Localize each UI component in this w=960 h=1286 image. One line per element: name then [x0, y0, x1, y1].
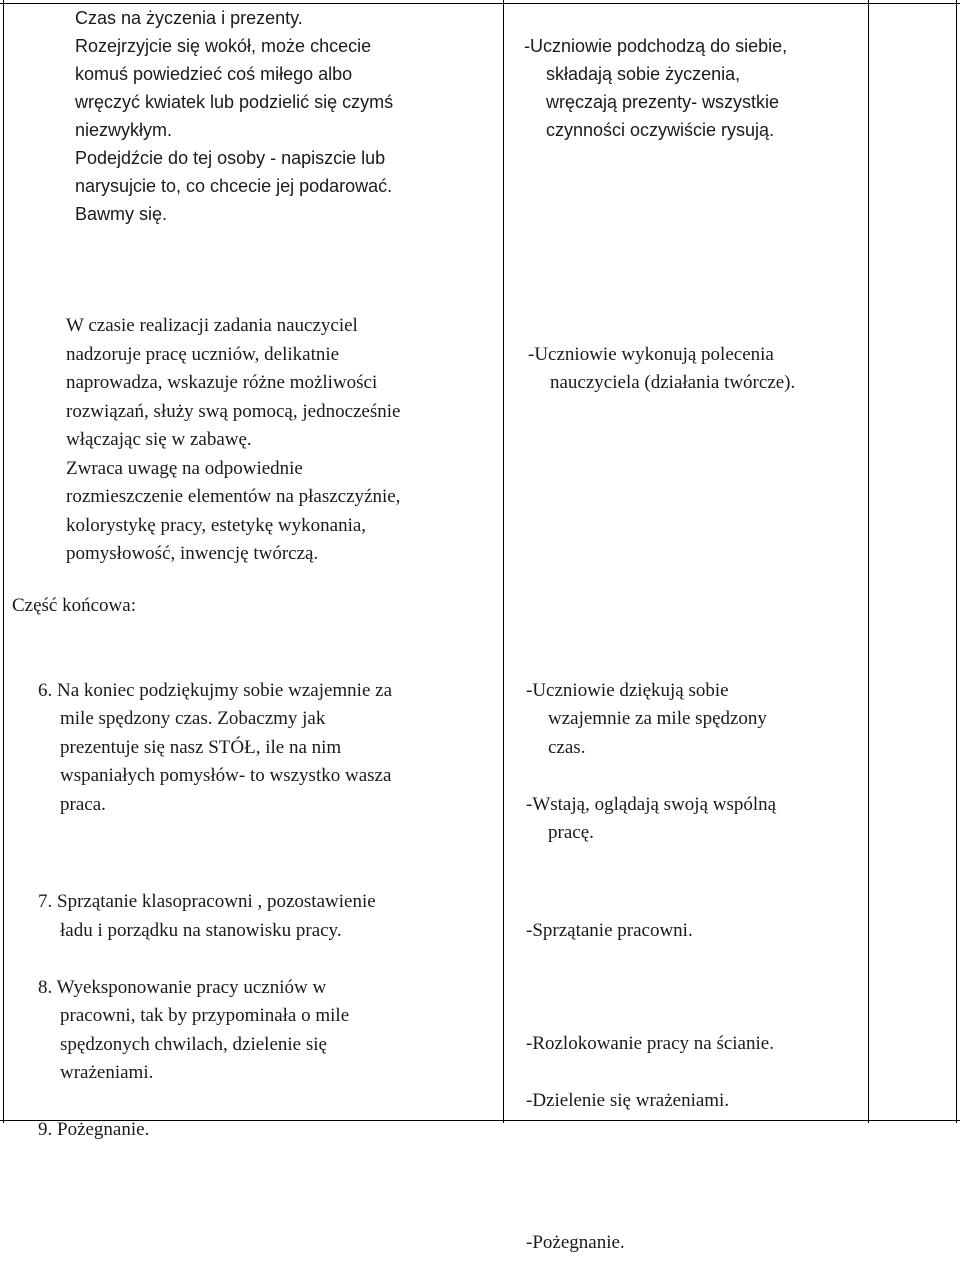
column-divider-notes: [868, 0, 869, 1123]
student-activity-6: -Rozlokowanie pracy na ścianie.: [526, 1033, 774, 1054]
student-activity-3: -Uczniowie dziękują sobie wzajemnie za mile spędzony czas.: [526, 679, 767, 758]
student-activity-7: -Dzielenie się wrażeniami.: [526, 1090, 730, 1111]
student-activity-1: -Uczniowie podchodzą do siebie, składają sobie życzenia, wręczają prezenty- wszystkie czynności oczywiście rysują.: [524, 36, 788, 140]
student-activity-8: -Pożegnanie.: [526, 1231, 625, 1253]
step-7: 7. Sprzątanie klasopracowni , pozostawienie ładu i porządku na stanowisku pracy.: [38, 891, 376, 941]
table-border-right: [956, 0, 957, 1123]
step-8: 8. Wyeksponowanie pracy uczniów w pracowni, tak by przypominała o mile spędzonych chwilach, dzielenie się wrażeniami.: [38, 976, 350, 1083]
student-greetings: [524, 4, 864, 172]
student-tasks: [528, 312, 866, 426]
student-closing: [526, 648, 864, 1286]
step-list: [38, 648, 500, 1173]
student-activity-2: -Uczniowie wykonują polecenia nauczyciela (działania twórcze).: [528, 343, 796, 393]
step-9: 9. Pożegnanie.: [38, 1119, 150, 1140]
student-activity-5: -Sprzątanie pracowni.: [526, 919, 693, 941]
table-border-left: [3, 0, 4, 1123]
teacher-supervision-paragraph: W czasie realizacji zadania nauczyciel nadzoruje pracę uczniów, delikatnie naprowadza, wskazuje różne możliwości rozwiązań, służy swą pomocą, jednocześnie włączając się w zabawę. Zwraca uwagę na odpowiednie rozmieszczenie elementów na płaszczyźnie, kolorystykę pracy, estetykę wykonania, pomysłowość, inwencję twórczą.: [66, 315, 401, 564]
step-6: 6. Na koniec podziękujmy sobie wzajemnie za mile spędzony czas. Zobaczmy jak prezentuje się nasz STÓŁ, ile na nim wspaniałych pomysłów- to wszystko wasza praca.: [38, 679, 393, 815]
section-heading: Część końcowa:: [12, 595, 136, 616]
column-divider: [503, 0, 504, 1123]
student-activity-4: -Wstają, oglądają swoją wspólną pracę.: [526, 793, 777, 843]
intro-paragraph: Czas na życzenia i prezenty. Rozejrzyjcie się wokół, może chcecie komuś powiedzieć coś miłego albo wręczyć kwiatek lub podzielić się czymś niezwykłym. Podejdźcie do tej osoby - napiszcie lub narysujcie to, co chcecie jej podarować. Bawmy się.: [75, 8, 394, 224]
